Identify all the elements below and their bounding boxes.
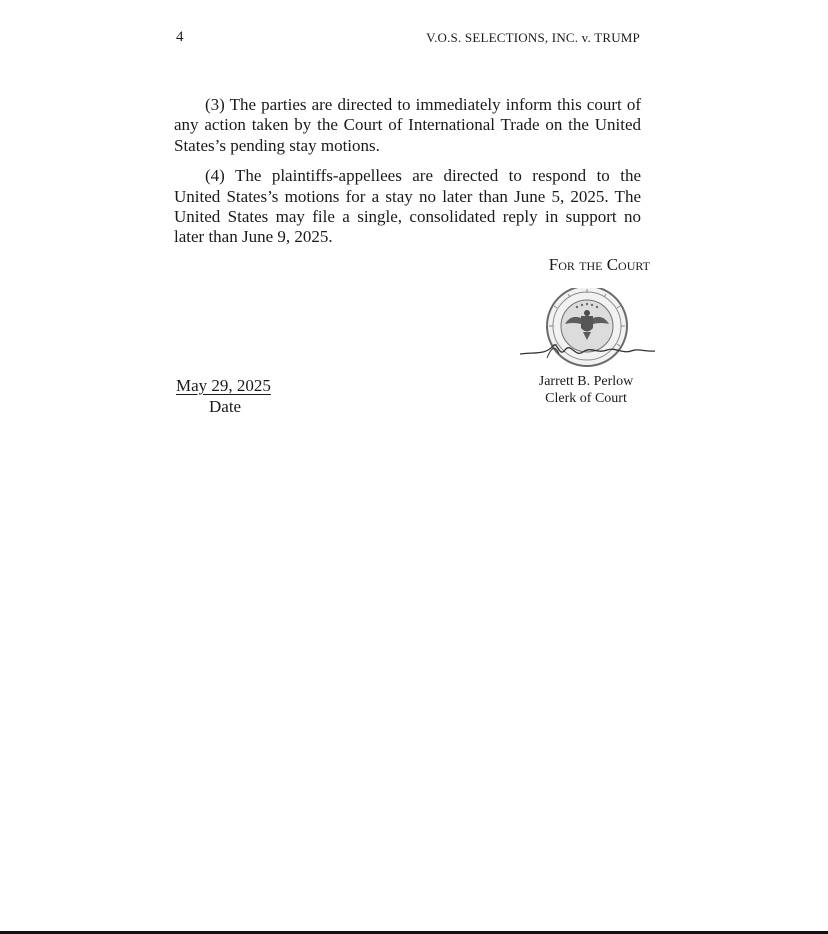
page-number: 4	[176, 29, 184, 45]
for-the-court-label: For the Court	[548, 255, 650, 274]
paragraph-3: (3) The parties are directed to immediately inform this court of any action taken by the Court of International Trade on the United States’s pending stay motions.	[174, 95, 641, 155]
court-seal-icon	[515, 288, 660, 368]
date-value: May 29, 2025	[176, 376, 271, 395]
date-label: Date	[209, 397, 242, 416]
running-head: V.O.S. SELECTIONS, INC. v. TRUMP	[426, 30, 640, 45]
paragraph-4: (4) The plaintiffs-appellees are directed to respond to the United States’s motions for a stay no later than June 5, 2025. The United States may file a single, consolidated reply in support no later than June 9, 2025.	[174, 166, 641, 247]
clerk-title: Clerk of Court	[545, 391, 627, 406]
clerk-name: Jarrett B. Perlow	[538, 374, 634, 389]
clerk-block	[496, 373, 676, 407]
body-text	[174, 95, 641, 258]
seal-and-signature	[515, 288, 660, 368]
